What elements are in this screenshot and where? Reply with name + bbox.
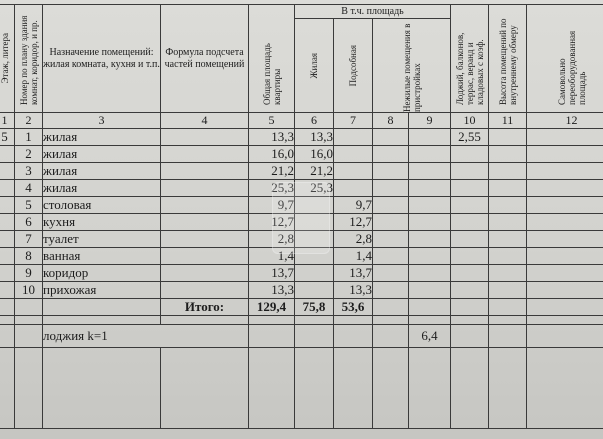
room-living-area <box>295 282 334 299</box>
table-row <box>0 129 603 146</box>
header-floor-letter: Этаж, литера <box>0 5 15 113</box>
col-number: 6 <box>295 113 334 129</box>
header-living: Жилая <box>295 19 334 113</box>
loggia-area: 6,4 <box>409 325 451 348</box>
col-number: 3 <box>43 113 161 129</box>
col-number: 7 <box>334 113 373 129</box>
col-number: 1 <box>0 113 15 129</box>
totals-total-area: 129,4 <box>249 299 295 316</box>
room-living-area: 13,3 <box>295 129 334 146</box>
header-self-built: Самовольно переоборудованная площадь <box>527 5 603 113</box>
room-number: 6 <box>15 214 43 231</box>
header-loggias: Лоджий, балконов, террас, веранд и кладовых с коэф. <box>451 5 489 113</box>
room-total-area: 13,3 <box>249 129 295 146</box>
loggia-label: лоджия k=1 <box>43 325 249 348</box>
totals-label: Итого: <box>161 299 249 316</box>
room-name: кухня <box>43 214 161 231</box>
room-name: коридор <box>43 265 161 282</box>
table-row <box>0 146 603 163</box>
header-formula: Формула подсчета частей помещений <box>161 5 249 113</box>
floor-cell: 5 <box>0 129 15 146</box>
header-nonresidential: Нежилые помещения в пристройках <box>373 19 451 113</box>
room-aux-area: 2,8 <box>334 231 373 248</box>
totals-living-area: 75,8 <box>295 299 334 316</box>
room-aux-area <box>334 163 373 180</box>
room-total-area: 16,0 <box>249 146 295 163</box>
loggia-row <box>0 325 603 348</box>
room-name: жилая <box>43 163 161 180</box>
room-name: ванная <box>43 248 161 265</box>
watermark-logo <box>272 182 330 254</box>
col-number: 10 <box>451 113 489 129</box>
header-auxiliary: Подсобная <box>334 19 373 113</box>
room-aux-area: 9,7 <box>334 197 373 214</box>
room-name: туалет <box>43 231 161 248</box>
col-number: 11 <box>489 113 527 129</box>
table-row <box>0 265 603 282</box>
room-living-area: 16,0 <box>295 146 334 163</box>
col-number: 8 <box>373 113 409 129</box>
room-name: жилая <box>43 129 161 146</box>
col-number: 4 <box>161 113 249 129</box>
room-height: 2,55 <box>451 129 489 146</box>
room-number: 3 <box>15 163 43 180</box>
column-numbers-row <box>0 113 603 129</box>
room-total-area: 21,2 <box>249 163 295 180</box>
room-number: 9 <box>15 265 43 282</box>
col-number: 5 <box>249 113 295 129</box>
room-name: прихожая <box>43 282 161 299</box>
room-aux-area <box>334 146 373 163</box>
room-total-area: 2,8 <box>249 231 295 248</box>
header-incl-area-group: В т.ч. площадь <box>295 5 451 19</box>
room-number: 10 <box>15 282 43 299</box>
col-number: 12 <box>527 113 603 129</box>
room-living-area: 21,2 <box>295 163 334 180</box>
room-aux-area <box>334 180 373 197</box>
room-total-area: 9,7 <box>249 197 295 214</box>
room-aux-area <box>334 129 373 146</box>
room-total-area: 12,7 <box>249 214 295 231</box>
room-number: 4 <box>15 180 43 197</box>
totals-aux-area: 53,6 <box>334 299 373 316</box>
room-aux-area: 13,3 <box>334 282 373 299</box>
header-total-area: Общая площадь квартиры <box>249 5 295 113</box>
room-name: жилая <box>43 146 161 163</box>
room-total-area: 1,4 <box>249 248 295 265</box>
header-height: Высота помещений по внутреннему обмеру <box>489 5 527 113</box>
totals-row <box>0 299 603 316</box>
room-number: 2 <box>15 146 43 163</box>
room-name: жилая <box>43 180 161 197</box>
room-number: 7 <box>15 231 43 248</box>
table-row <box>0 282 603 299</box>
header-purpose: Назначение помещений: жилая комната, кухня и т.п. <box>43 5 161 113</box>
table-row <box>0 163 603 180</box>
header-room-number: Номер по плану здания комнат, коридор, и пр. <box>15 5 43 113</box>
room-number: 5 <box>15 197 43 214</box>
room-aux-area: 1,4 <box>334 248 373 265</box>
room-number: 1 <box>15 129 43 146</box>
room-aux-area: 12,7 <box>334 214 373 231</box>
room-name: столовая <box>43 197 161 214</box>
room-living-area <box>295 265 334 282</box>
room-total-area: 13,3 <box>249 282 295 299</box>
room-total-area: 25,3 <box>249 180 295 197</box>
room-living-area: 25,3 <box>295 180 334 197</box>
col-number: 2 <box>15 113 43 129</box>
room-aux-area: 13,7 <box>334 265 373 282</box>
room-number: 8 <box>15 248 43 265</box>
room-total-area: 13,7 <box>249 265 295 282</box>
col-number: 9 <box>409 113 451 129</box>
